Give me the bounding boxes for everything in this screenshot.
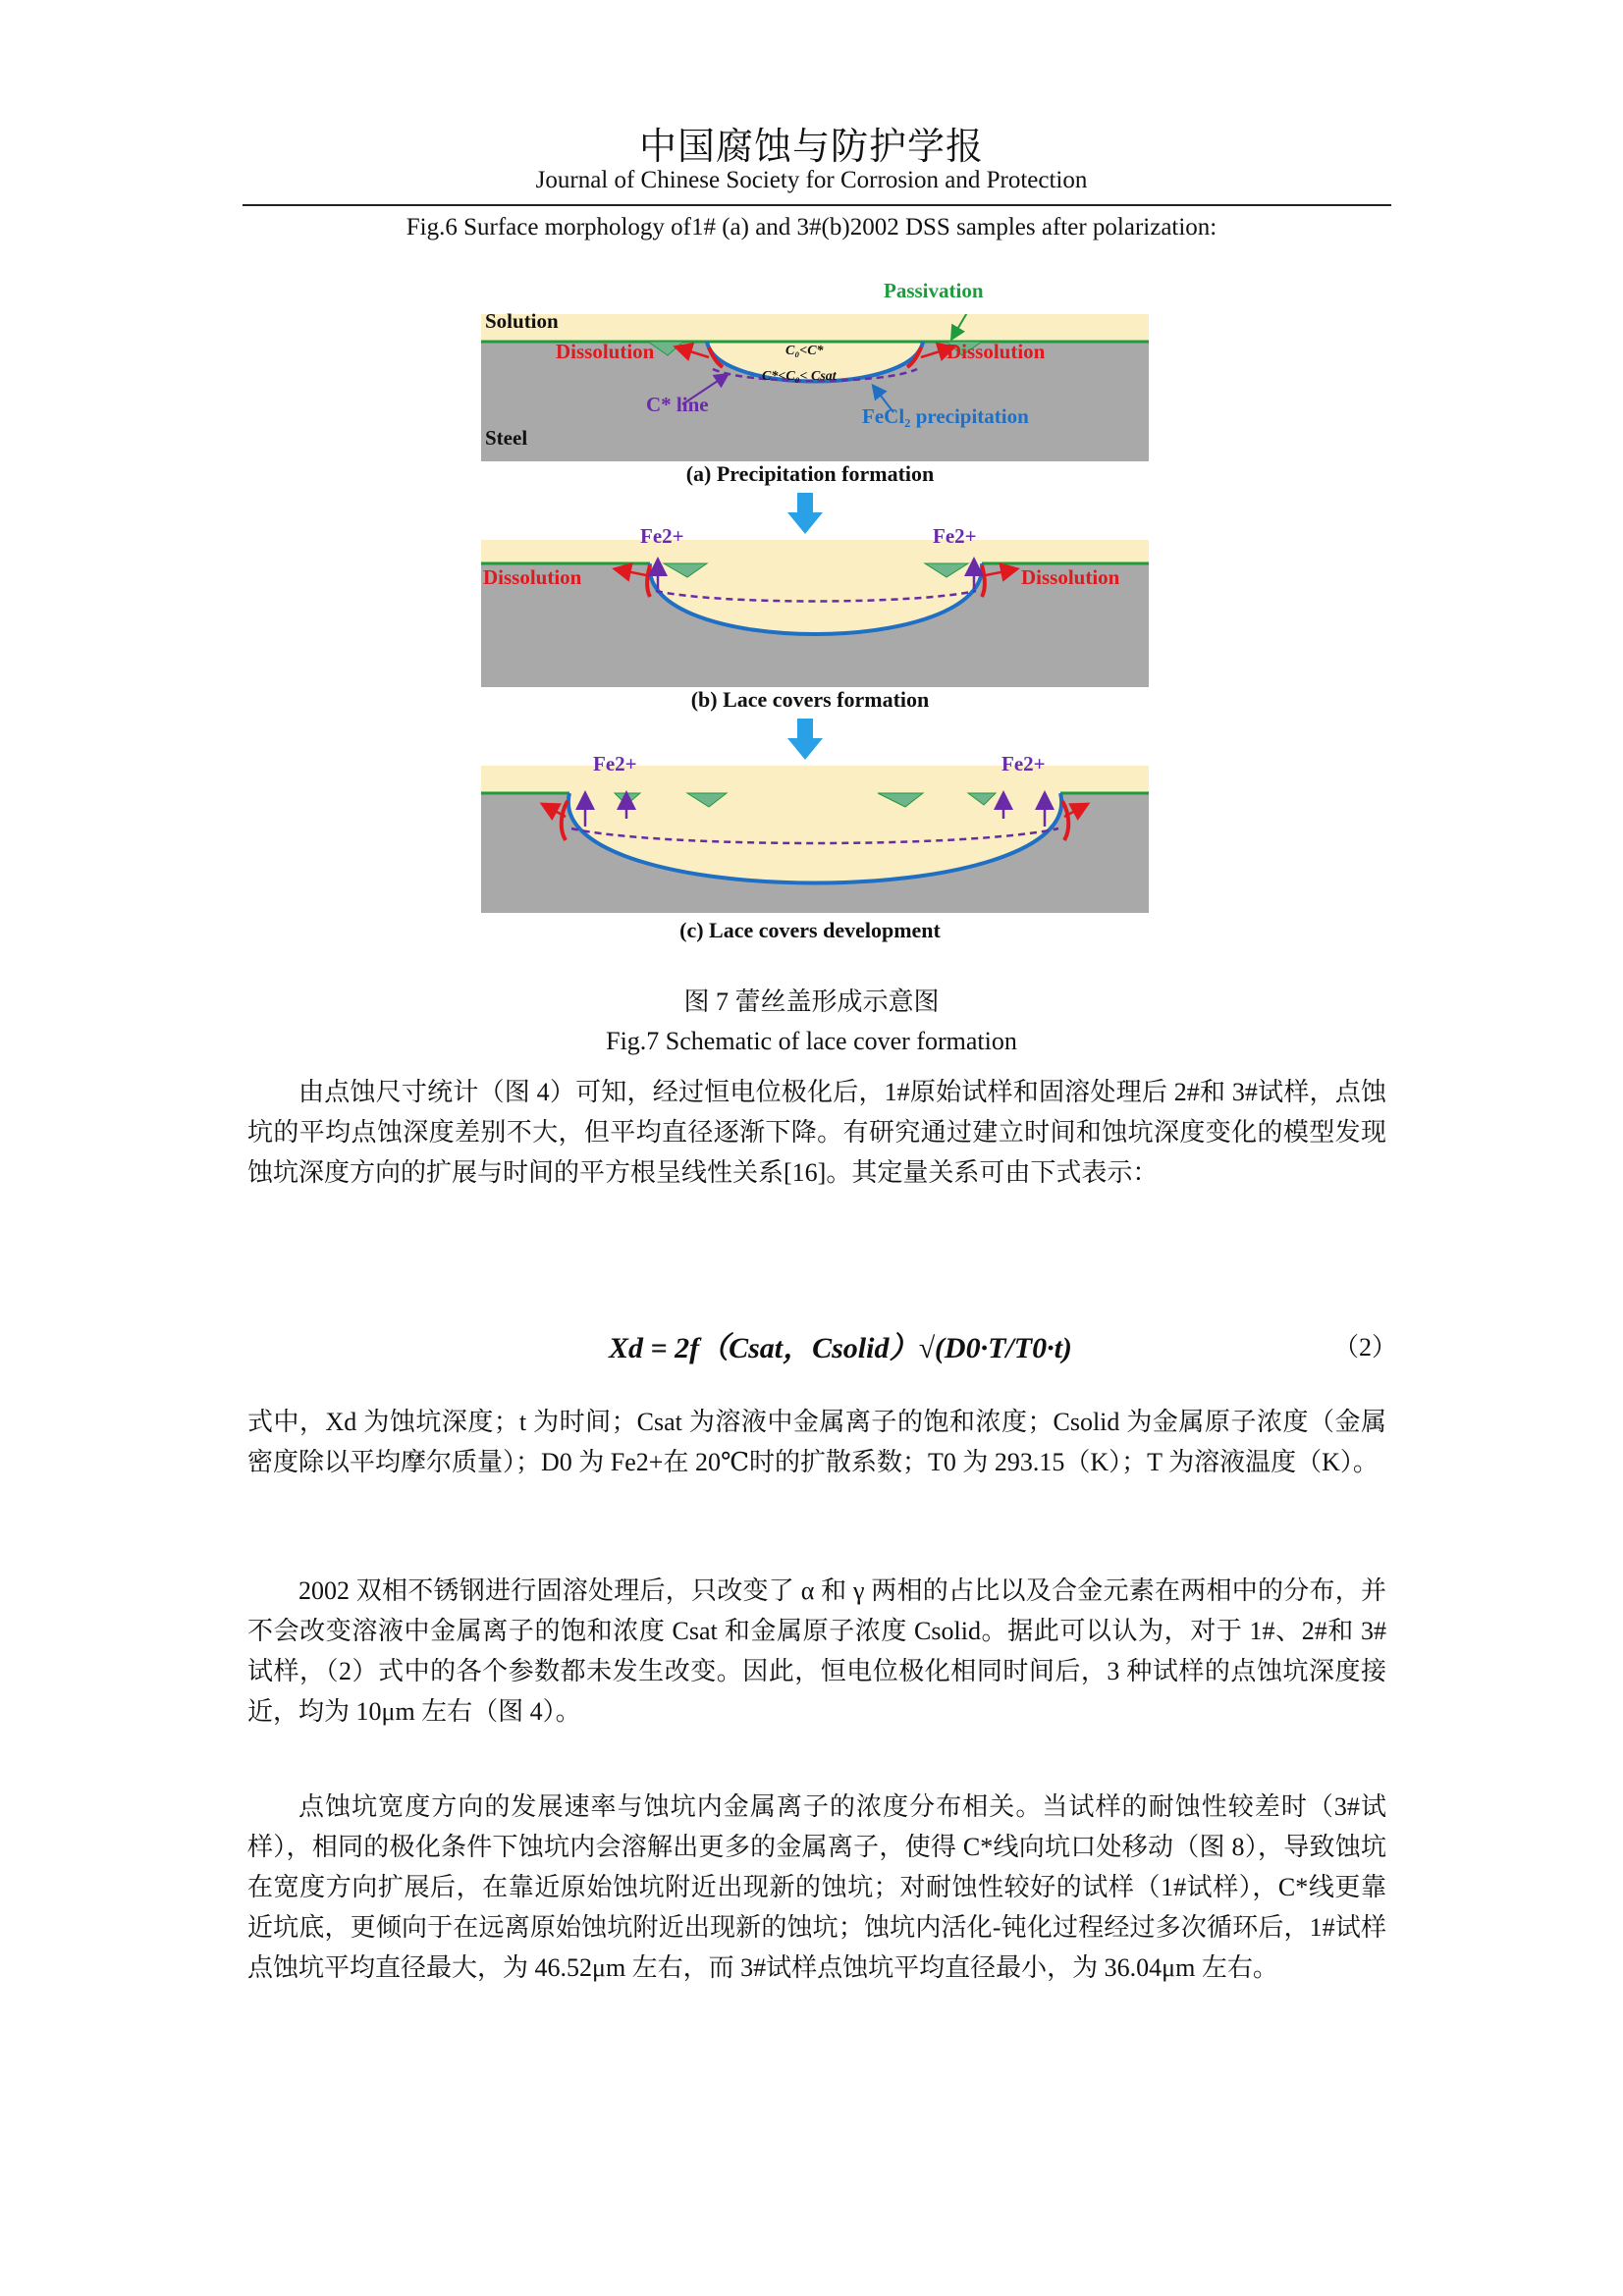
equation-2: Xd = 2f（Csat，Csolid）√(D0·T/T0·t) [609, 1332, 1072, 1364]
label-cstar-line: C* line [646, 393, 709, 416]
label-dissolution-right-b: Dissolution [1021, 565, 1120, 589]
panel-b-diagram [481, 540, 1149, 687]
paragraph-2-text: 式中，Xd 为蚀坑深度；t 为时间；Csat 为溶液中金属离子的饱和浓度；Csolid 为金属原子浓度（金属密度除以平均摩尔质量）；D0 为 Fe2+在 20℃时的扩散系数；T0 为 293.15（K）；T 为溶液温度（K）。 [247, 1408, 1386, 1476]
paragraph-1-text: 由点蚀尺寸统计（图 4）可知，经过恒电位极化后，1#原始试样和固溶处理后 2#和 3#试样，点蚀坑的平均点蚀深度差别不大，但平均直径逐渐下降。有研究通过建立时间和蚀坑深度变化的模型发现蚀坑深度方向的扩展与时间的平方根呈线性关系[16]。其定量关系可由下式表示： [247, 1078, 1386, 1187]
solution-region [481, 314, 1149, 342]
label-solution: Solution [485, 309, 559, 333]
caption-panel-c: (c) Lace covers development [679, 918, 941, 942]
equation-number: （2） [1333, 1333, 1398, 1362]
paragraph-2 [247, 1402, 1386, 1482]
label-fe-right-c: Fe2+ [1001, 752, 1046, 775]
paragraph-4-text: 点蚀坑宽度方向的发展速率与蚀坑内金属离子的浓度分布相关。当试样的耐蚀性较差时（3#试样），相同的极化条件下蚀坑内会溶解出更多的金属离子，使得 C*线向坑口处移动（图 8），导致蚀坑在宽度方向扩展后，在靠近原始蚀坑附近出现新的蚀坑；对耐蚀性较好的试样（1#试样），C*线更靠近坑底，更倾向于在远离原始蚀坑附近出现新的蚀坑；蚀坑内活化-钝化过程经过多次循环后，1#试样点蚀坑平均直径最大，为 46.52μm 左右，而 3#试样点蚀坑平均直径最小，为 36.04μm 左右。 [247, 1792, 1386, 1982]
down-arrow-1 [785, 493, 825, 536]
label-fecl2: FeCl₂ precipitation [862, 404, 1029, 428]
figure-7-schematic [471, 265, 1178, 952]
label-dissolution-left-a: Dissolution [556, 340, 655, 363]
panel-a-diagram [481, 314, 1149, 461]
label-dissolution-right-a: Dissolution [947, 340, 1046, 363]
label-dissolution-left-b: Dissolution [483, 565, 582, 589]
label-fe-right-b: Fe2+ [933, 524, 977, 548]
fig6-caption: Fig.6 Surface morphology of1# (a) and 3#(b)2002 DSS samples after polarization: [406, 214, 1217, 240]
down-arrow-2 [785, 719, 825, 762]
label-steel: Steel [485, 426, 528, 450]
label-fe-left-c: Fe2+ [593, 752, 637, 775]
paragraph-3-text: 2002 双相不锈钢进行固溶处理后，只改变了 α 和 γ 两相的占比以及合金元素在两相中的分布，并不会改变溶液中金属离子的饱和浓度 Csat 和金属原子浓度 Csolid。据此可以认为，对于 1#、2#和 3#试样，（2）式中的各个参数都未发生改变。因此，恒电位极化相同时间后，3 种试样的点蚀坑深度接近，均为 10μm 左右（图 4）。 [247, 1576, 1386, 1726]
panel-c-diagram [481, 766, 1149, 913]
caption-panel-b: (b) Lace covers formation [690, 687, 930, 712]
paragraph-3 [247, 1571, 1386, 1732]
label-c-range: C*<C₀< Csat [762, 369, 837, 384]
journal-title-cn: 中国腐蚀与防护学报 [638, 127, 984, 168]
label-passivation: Passivation [884, 279, 984, 302]
fig7-caption-cn: 图 7 蕾丝盖形成示意图 [683, 988, 940, 1016]
label-c0: C₀<C* [785, 344, 824, 358]
caption-panel-a: (a) Precipitation formation [685, 461, 935, 486]
paragraph-1 [247, 1072, 1386, 1193]
paragraph-4 [247, 1787, 1386, 1988]
journal-title-en: Journal of Chinese Society for Corrosion and Protection [535, 167, 1088, 193]
label-fe-left-b: Fe2+ [640, 524, 684, 548]
header-rule [243, 204, 1391, 206]
fig7-caption-en: Fig.7 Schematic of lace cover formation [606, 1027, 1017, 1055]
